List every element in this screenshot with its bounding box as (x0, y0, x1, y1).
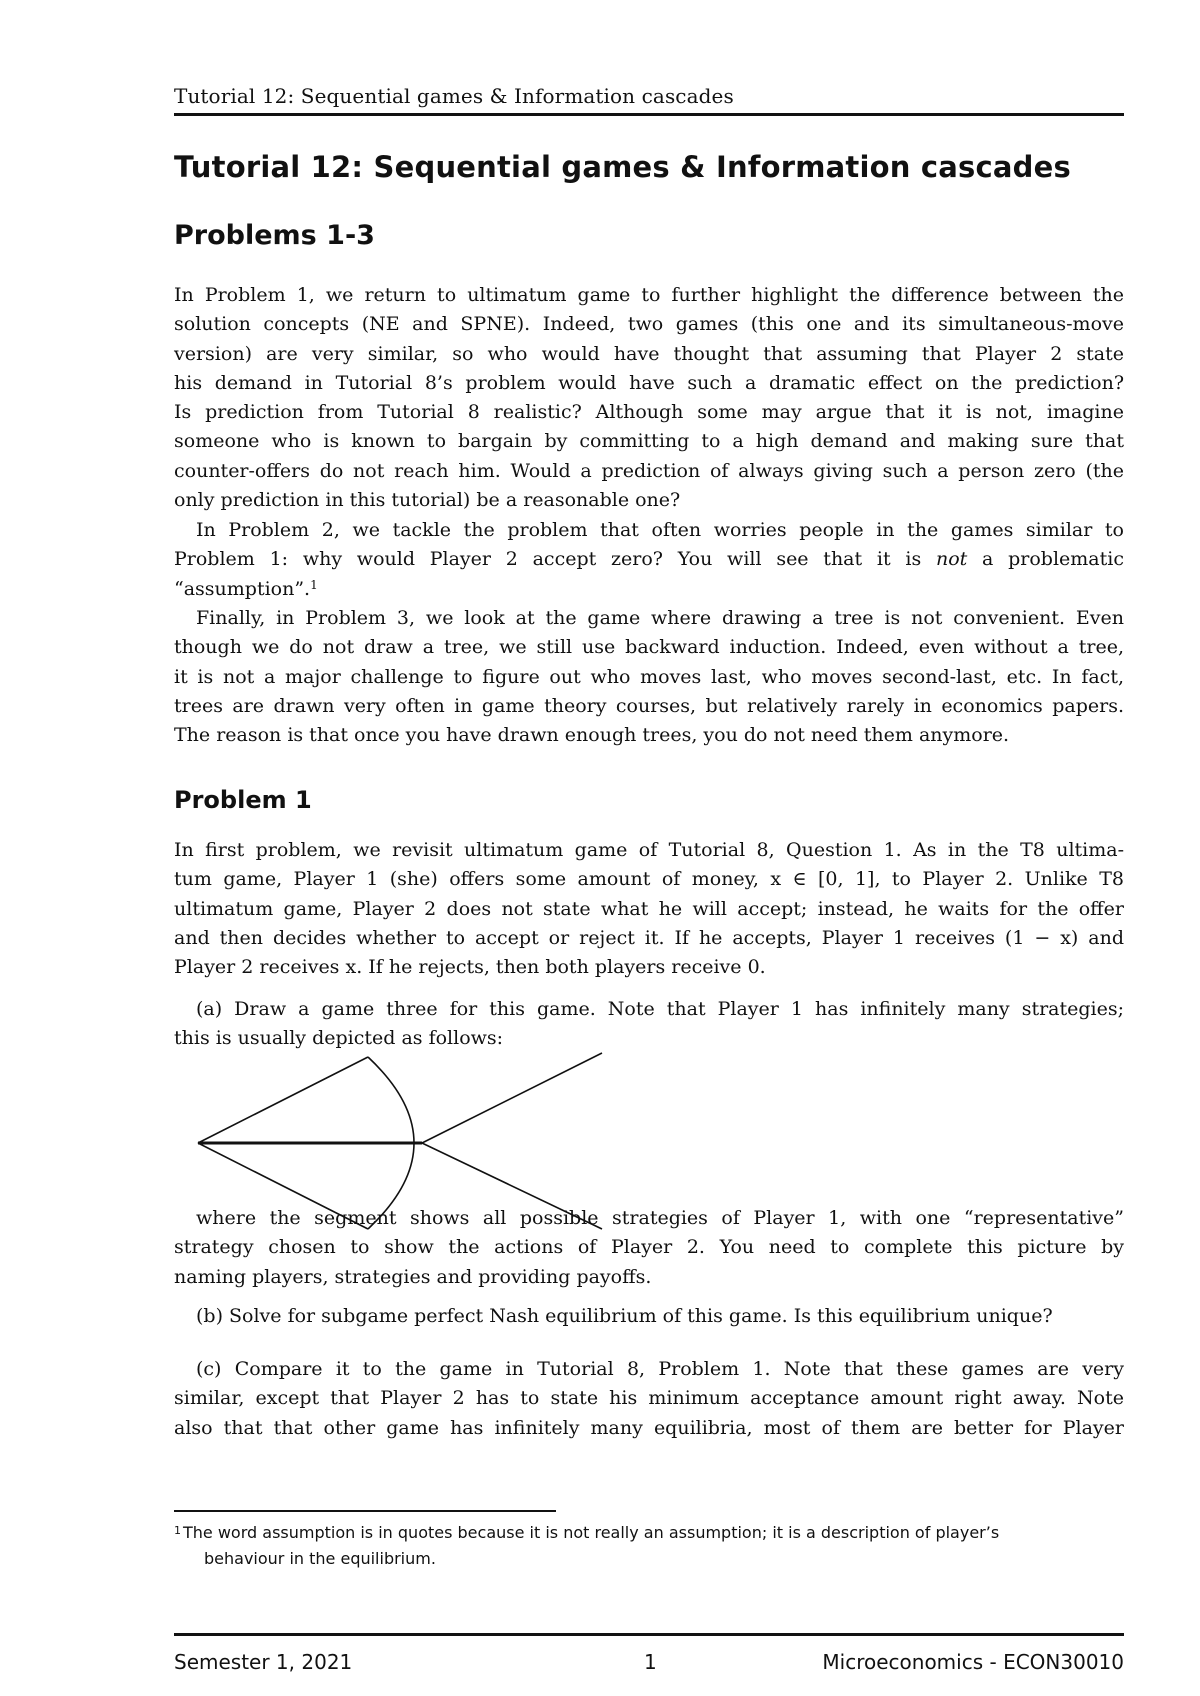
figure-explanation (174, 1204, 1124, 1292)
page-title: Tutorial 12: Sequential games & Information cascades (174, 150, 1071, 184)
text-fragment: Problem 1: why would Player 2 accept zero? You will see that it is (174, 548, 936, 571)
text-line: someone who is known to bargain by committing to a high demand and making sure that (174, 430, 1124, 453)
text-line: tum game, Player 1 (she) offers some amount of money, x ∈ [0, 1], to Player 2. Unlike T8 (174, 868, 1124, 891)
footer-rule (174, 1633, 1124, 1636)
text-line: solution concepts (NE and SPNE). Indeed, two games (this one and its simultaneous-move (174, 313, 1124, 336)
text-line: Player 2 receives x. If he rejects, then both players receive 0. (174, 956, 766, 979)
text-line: Finally, in Problem 3, we look at the game where drawing a tree is not convenient. Even (196, 607, 1124, 629)
footnote-reference[interactable]: 1 (310, 577, 318, 592)
text-line: this is usually depicted as follows: (174, 1027, 504, 1050)
text-line: and then decides whether to accept or reject it. If he accepts, Player 1 receives (1 − x) and (174, 926, 1124, 949)
text-line: naming players, strategies and providing payoffs. (174, 1265, 652, 1288)
text-line: strategy chosen to show the actions of Player 2. You need to complete this picture by (174, 1236, 1124, 1259)
text-line: counter-offers do not reach him. Would a prediction of always giving such a person zero (the (174, 459, 1124, 482)
text-line: version) are very similar, so who would have thought that assuming that Player 2 state (174, 342, 1124, 365)
text-fragment: a problematic (967, 548, 1124, 571)
text-line: In Problem 1, we return to ultimatum game to further highlight the difference between the (174, 284, 1124, 306)
text-line: only prediction in this tutorial) be a reasonable one? (174, 489, 681, 512)
header-rule (174, 113, 1124, 116)
footer-semester: Semester 1, 2021 (174, 1650, 353, 1674)
intro-paragraph-2 (174, 516, 1124, 604)
text-line: though we do not draw a tree, we still use backward induction. Indeed, even without a tree, (174, 636, 1124, 659)
footnote-line (174, 1523, 999, 1542)
text-fragment: “assumption”. (174, 577, 311, 600)
section-heading-problems: Problems 1-3 (174, 220, 375, 251)
problem1-part-c (174, 1355, 1124, 1443)
footnote (174, 1520, 1124, 1572)
tree-branch-upper (198, 1057, 368, 1143)
footnote-text: The word assumption is in quotes because it is not really an assumption; it is a description of player’s (183, 1523, 1000, 1542)
text-line: his demand in Tutorial 8’s problem would have such a dramatic effect on the prediction? (174, 371, 1124, 394)
tree-player2-accept (422, 1053, 602, 1143)
text-line: (b) Solve for subgame perfect Nash equilibrium of this game. Is this equilibrium unique? (196, 1305, 1053, 1327)
text-line: (c) Compare it to the game in Tutorial 8, Problem 1. Note that these games are very (196, 1358, 1124, 1380)
text-line: similar, except that Player 2 has to state his minimum acceptance amount right away. Note (174, 1387, 1124, 1410)
text-line: Is prediction from Tutorial 8 realistic? Although some may argue that it is not, imagine (174, 401, 1124, 424)
text-line: ultimatum game, Player 2 does not state what he will accept; instead, he waits for the offer (174, 897, 1124, 920)
problem1-paragraph (174, 836, 1124, 982)
text-line (174, 575, 1124, 604)
intro-paragraph-1 (174, 281, 1124, 515)
page-number: 1 (644, 1650, 657, 1674)
game-tree-figure (190, 1045, 610, 1230)
running-header: Tutorial 12: Sequential games & Information cascades (174, 84, 734, 108)
text-line: The reason is that once you have drawn enough trees, you do not need them anymore. (174, 724, 1010, 747)
text-line: In first problem, we revisit ultimatum game of Tutorial 8, Question 1. As in the T8 ultima- (174, 839, 1124, 861)
text-line: In Problem 2, we tackle the problem that often worries people in the games similar to (196, 519, 1124, 541)
text-line: trees are drawn very often in game theory courses, but relatively rarely in economics papers. (174, 694, 1124, 717)
footnote-mark: 1 (174, 1524, 181, 1537)
footnote-continuation: behaviour in the equilibrium. (204, 1549, 436, 1568)
problem1-part-b (174, 1302, 1124, 1331)
intro-paragraph-3 (174, 604, 1124, 750)
text-line (174, 545, 1124, 574)
section-heading-problem-1: Problem 1 (174, 786, 312, 814)
footer-course: Microeconomics - ECON30010 (822, 1650, 1124, 1674)
text-line: also that that other game has infinitely many equilibria, most of them are better for Player (174, 1416, 1124, 1439)
text-line: (a) Draw a game three for this game. Note that Player 1 has infinitely many strategies; (196, 998, 1124, 1020)
emphasis-text: not (935, 548, 968, 571)
footnote-rule (174, 1510, 556, 1512)
text-line: it is not a major challenge to figure out who moves last, who moves second-last, etc. In fact, (174, 665, 1124, 688)
text-line: where the segment shows all possible strategies of Player 1, with one “representative” (196, 1207, 1124, 1229)
